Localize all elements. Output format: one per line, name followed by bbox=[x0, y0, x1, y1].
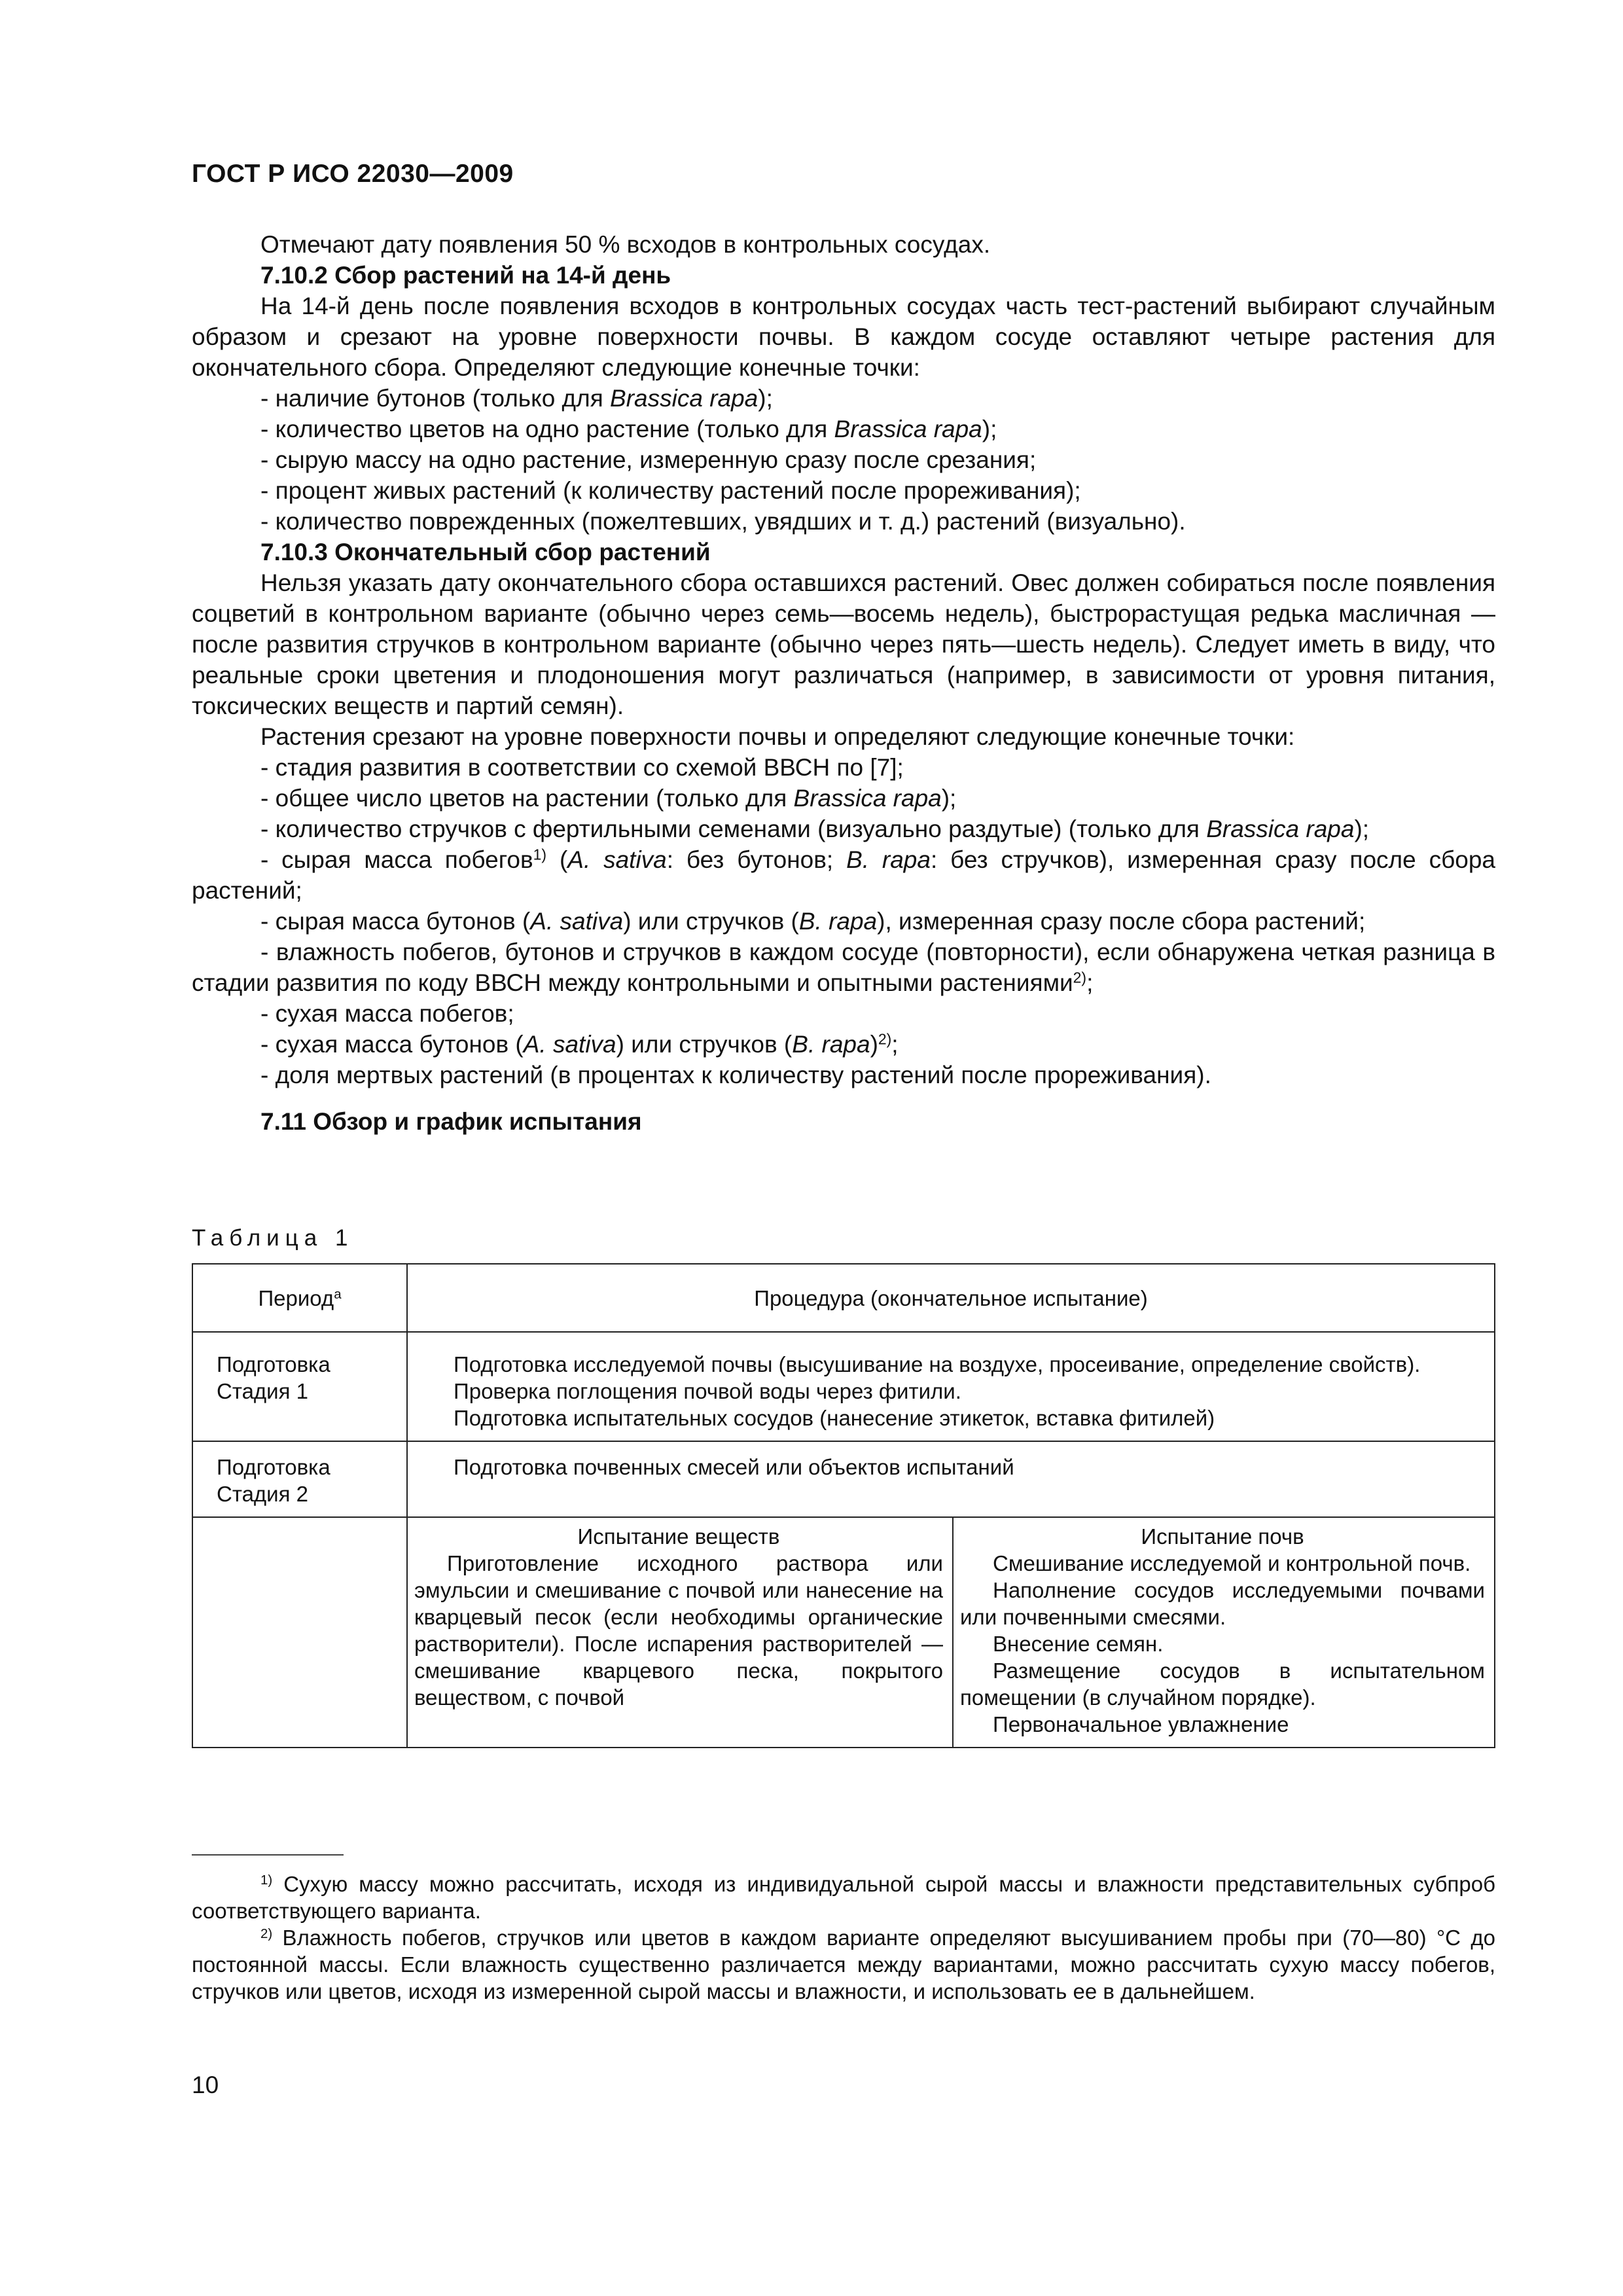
soils-test-column: Испытание почв Смешивание исследуемой и контрольной почв. Наполнение сосудов исследуемыми почвами или почвенными смесями. Внесение семян. Размещение сосудов в испытательном помещении (в случайном порядке). Первоначальное увлажнение bbox=[960, 1524, 1485, 1736]
header-cell-period: Период$^а$ bbox=[192, 1264, 407, 1332]
list-item: - сухая масса побегов; bbox=[260, 1000, 514, 1027]
footnote-ref: 2) bbox=[878, 1030, 892, 1048]
list-item: - стадия развития в соответствии со схемой ВВСН по [7]; bbox=[260, 754, 904, 781]
table-row bbox=[192, 1517, 1495, 1748]
paragraph: Нельзя указать дату окончательного сбора оставшихся растений. Овес должен собираться после появления соцветий в контрольном варианте (обычно через семь—восемь недель), быстрорастущая редька масличная — после развития стручков в контрольном варианте (обычно через пять—шесть недель). Следует иметь в виду, что реальные сроки цветения и плодоношения могут различаться (например, в зависимости от уровня питания, токсических веществ и партий семян). bbox=[192, 569, 1495, 719]
list-item: - сырую массу на одно растение, измеренную сразу после срезания; bbox=[260, 446, 1037, 473]
section-heading-7-10-2: 7.10.2 Сбор растений на 14-й день bbox=[260, 262, 671, 289]
section-heading-7-10-3: 7.10.3 Окончательный сбор растений bbox=[260, 539, 711, 565]
list-item: - количество стручков с фертильными семенами (визуально раздутые) (только для Brassica rapa); bbox=[260, 816, 1370, 842]
main-text bbox=[192, 229, 1495, 1137]
footnotes bbox=[192, 1871, 1495, 2005]
list-item: - сухая масса бутонов (A. sativa) или стручков (B. rapa)$^{2)}$; bbox=[260, 1030, 899, 1058]
list-item: - наличие бутонов (только для Brassica rapa); bbox=[260, 385, 773, 412]
schedule-table bbox=[192, 1263, 1495, 1748]
procedure-cell: Подготовка почвенных смесей или объектов испытаний bbox=[407, 1441, 1495, 1517]
footnote-2: $^{2)}$ Влажность побегов, стручков или цветов в каждом варианте определяют высушиванием пробы при (70—80) °С до постоянной массы. Если влажность существенно различается между вариантами, можно рассчитать сухую массу побегов, стручков или цветов, исходя из измеренной сырой массы и влажности, и использовать ее в дальнейшем. bbox=[192, 1926, 1495, 2003]
procedure-cell-split bbox=[407, 1517, 1495, 1748]
substances-test-column: Испытание веществ Приготовление исходного раствора или эмульсии и смешивание с почвой или нанесение на кварцевый песок (если необходимы органические растворители). После испарения растворителей — смешивание кварцевого песка, покрытого веществом, с почвой bbox=[408, 1518, 954, 1747]
column-title: Испытание почв bbox=[1141, 1524, 1304, 1549]
page-number: 10 bbox=[192, 2072, 219, 2098]
period-cell-empty bbox=[192, 1517, 407, 1748]
paragraph: На 14-й день после появления всходов в контрольных сосудах часть тест-растений выбирают случайным образом и срезают на уровне поверхности почвы. В каждом сосуде оставляют четыре растения для окончательного сбора. Определяют следующие конечные точки: bbox=[192, 293, 1495, 381]
paragraph: Отмечают дату появления 50 % всходов в контрольных сосудах. bbox=[260, 231, 991, 258]
standard-header: ГОСТ Р ИСО 22030—2009 bbox=[192, 160, 514, 188]
list-item: - количество поврежденных (пожелтевших, увядших и т. д.) растений (визуально). bbox=[260, 508, 1186, 535]
period-cell: Подготовка Стадия 1 bbox=[192, 1332, 407, 1441]
list-item: - сырая масса бутонов (A. sativa) или стручков (B. rapa), измеренная сразу после сбора растений; bbox=[260, 908, 1366, 935]
list-item: - общее число цветов на растении (только для Brassica rapa); bbox=[260, 785, 957, 812]
section-heading-7-11: 7.11 Обзор и график испытания bbox=[260, 1108, 642, 1135]
footnote-ref: 1) bbox=[533, 846, 547, 863]
table-row bbox=[192, 1332, 1495, 1441]
list-item: - сырая масса побегов$^{1)}$ (A. sativa: без бутонов; B. rapa: без стручков), измеренная сразу после сбора растений; bbox=[192, 846, 1495, 904]
table-header-row bbox=[192, 1264, 1495, 1332]
footnote-ref: 2) bbox=[1073, 969, 1087, 986]
list-item: - доля мертвых растений (в процентах к количеству растений после прореживания). bbox=[260, 1062, 1211, 1088]
footnote-separator bbox=[192, 1854, 344, 1856]
list-item: - количество цветов на одно растение (только для Brassica rapa); bbox=[260, 416, 997, 442]
header-cell-procedure: Процедура (окончательное испытание) bbox=[407, 1264, 1495, 1332]
period-cell: Подготовка Стадия 2 bbox=[192, 1441, 407, 1517]
table-caption: Таблица 1 bbox=[192, 1225, 354, 1251]
procedure-cell: Подготовка исследуемой почвы (высушивание на воздухе, просеивание, определение свойств). Проверка поглощения почвой воды через фитили. Подготовка испытательных сосудов (нанесение этикеток, вставка фитилей) bbox=[407, 1332, 1495, 1441]
footnote-1: $^{1)}$ Сухую массу можно рассчитать, исходя из индивидуальной сырой массы и влажности представительных субпроб соответствующего варианта. bbox=[192, 1872, 1495, 1923]
paragraph: Растения срезают на уровне поверхности почвы и определяют следующие конечные точки: bbox=[260, 723, 1295, 750]
column-title: Испытание веществ bbox=[577, 1524, 780, 1549]
list-item: - процент живых растений (к количеству растений после прореживания); bbox=[260, 477, 1081, 504]
list-item: - влажность побегов, бутонов и стручков в каждом сосуде (повторности), если обнаружена четкая разница в стадии развития по коду ВВСН между контрольными и опытными растениями$^{2)}$; bbox=[192, 939, 1495, 996]
table-row bbox=[192, 1441, 1495, 1517]
